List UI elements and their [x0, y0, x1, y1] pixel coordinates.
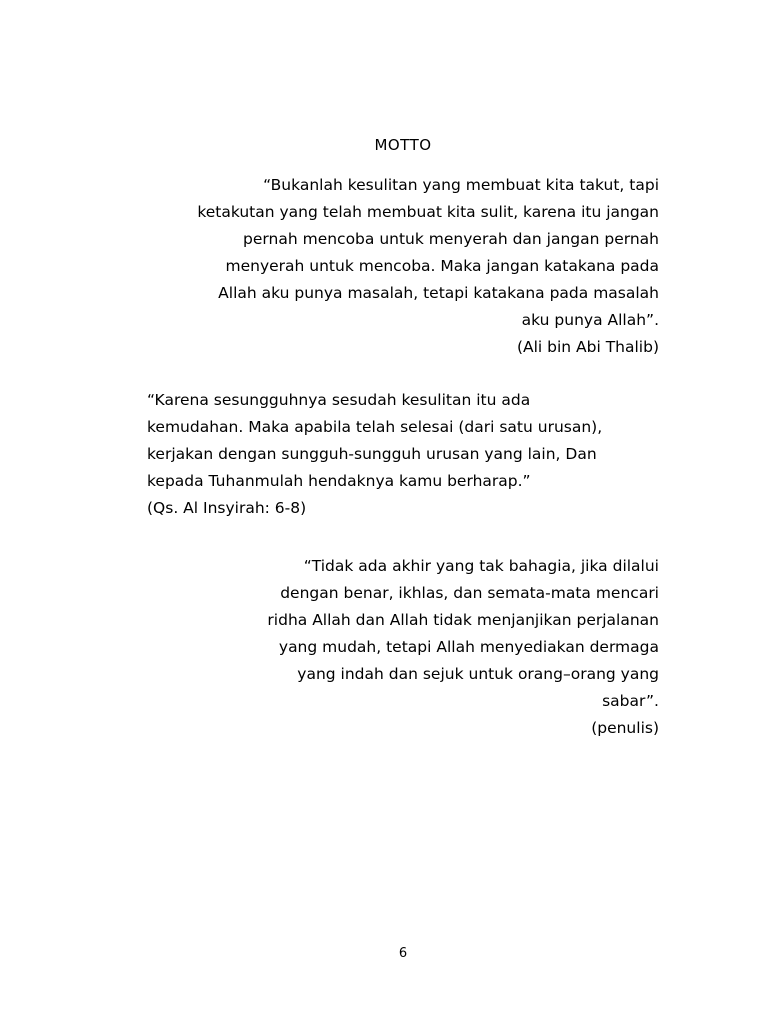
quote-line: sabar”.	[602, 692, 659, 710]
quote-line: kemudahan. Maka apabila telah selesai (dari satu urusan),	[147, 418, 603, 436]
quote-line: ketakutan yang telah membuat kita sulit, karena itu jangan	[197, 203, 659, 221]
quote-line: pernah mencoba untuk menyerah dan jangan pernah	[243, 230, 659, 248]
quote-al-insyirah	[147, 387, 667, 522]
quote-line: dengan benar, ikhlas, dan semata-mata mencari	[280, 584, 659, 602]
quote-penulis	[140, 553, 659, 742]
quote-source: (penulis)	[591, 719, 659, 737]
quote-line: ridha Allah dan Allah tidak menjanjikan perjalanan	[267, 611, 659, 629]
quote-line: Allah aku punya masalah, tetapi katakana pada masalah	[218, 284, 659, 302]
quote-line: yang mudah, tetapi Allah menyediakan dermaga	[278, 638, 659, 656]
quote-line: yang indah dan sejuk untuk orang–orang yang	[297, 665, 659, 683]
quote-line: “Bukanlah kesulitan yang membuat kita takut, tapi	[263, 176, 659, 194]
quote-ali-bin-abi-thalib	[140, 172, 659, 361]
quote-line: “Tidak ada akhir yang tak bahagia, jika dilalui	[303, 557, 659, 575]
page-title: MOTTO	[374, 136, 432, 154]
quote-line: aku punya Allah”.	[521, 311, 659, 329]
quote-line: kepada Tuhanmulah hendaknya kamu berharap.”	[147, 472, 531, 490]
quote-line: “Karena sesungguhnya sesudah kesulitan itu ada	[147, 391, 531, 409]
quote-line: menyerah untuk mencoba. Maka jangan katakana pada	[225, 257, 659, 275]
quote-source: (Qs. Al Insyirah: 6-8)	[147, 499, 307, 517]
page-number: 6	[398, 946, 408, 961]
quote-line: kerjakan dengan sungguh-sungguh urusan yang lain, Dan	[147, 445, 597, 463]
quote-source: (Ali bin Abi Thalib)	[516, 338, 659, 356]
